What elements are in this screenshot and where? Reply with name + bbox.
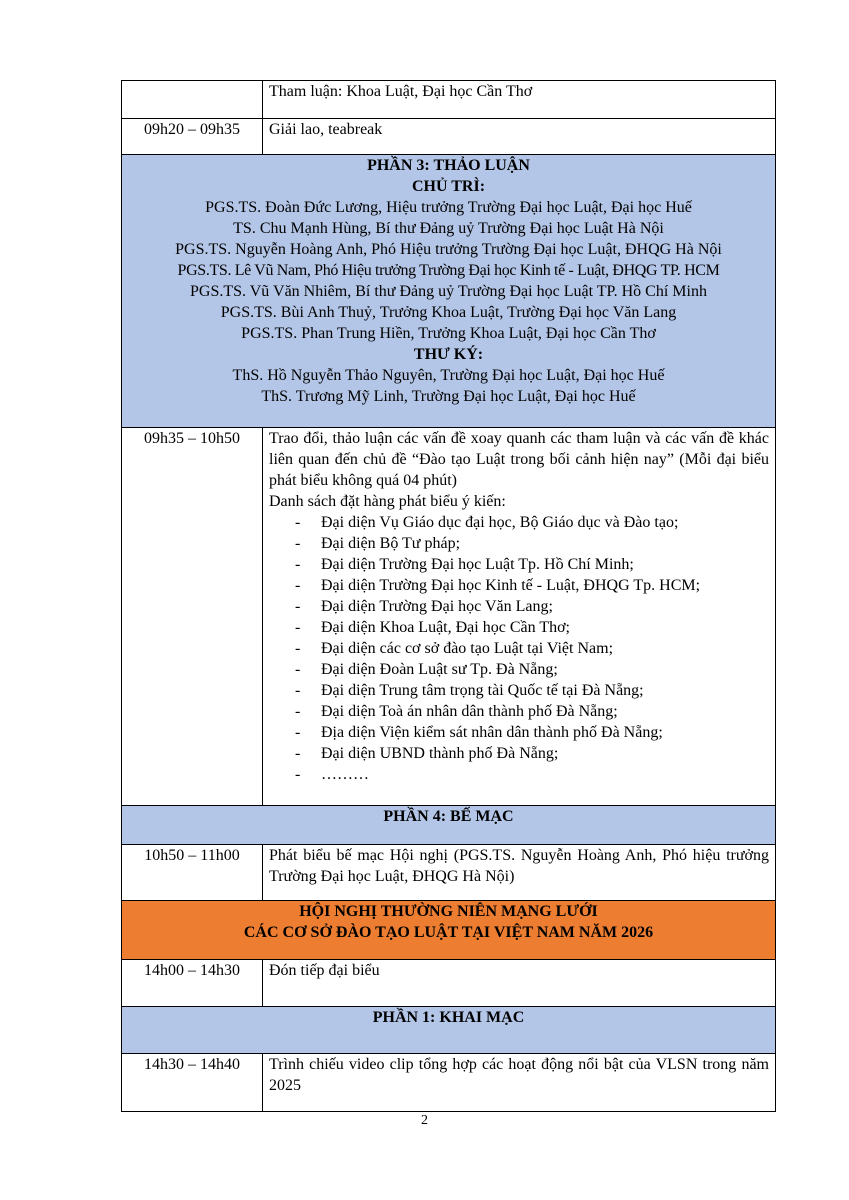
time-cell: 09h35 – 10h50 [122,428,263,806]
time-cell: 09h20 – 09h35 [122,119,263,155]
part3-cell [122,155,776,428]
chair-name: PGS.TS. Vũ Văn Nhiêm, Bí thư Đảng uỷ Trường Đại học Luật TP. Hồ Chí Minh [190,283,707,300]
page-number: 2 [421,1113,428,1128]
discussion-cell [263,428,776,806]
time-cell: 10h50 – 11h00 [122,845,263,901]
table-row [122,428,776,806]
conference-title [122,901,776,960]
list-item: - Đại diện Trung tâm trọng tài Quốc tế tại Đà Nẵng; [269,680,769,701]
list-item: - Đại diện Bộ Tư pháp; [269,533,769,554]
chair-name: PGS.TS. Bùi Anh Thuỷ, Trưởng Khoa Luật, Trường Đại học Văn Lang [220,304,677,321]
discussion-intro: Trao đổi, thảo luận các vấn đề xoay quanh các tham luận và các vấn đề khác liên quan đến chủ đề “Đào tạo Luật trong bối cảnh hiện nay” (Mỗi đại biểu phát biểu không quá 04 phút) [269,430,769,489]
table-row [122,81,776,119]
part4-title: PHẦN 4: BẾ MẠC [122,806,776,845]
chair-name: PGS.TS. Nguyễn Hoàng Anh, Phó Hiệu trưởng Trường Đại học Luật, ĐHQG Hà Nội [175,241,722,258]
list-item: - ……… [269,764,769,785]
speaker-list [269,512,769,785]
table-row [122,119,776,155]
chair-name: PGS.TS. Đoàn Đức Lương, Hiệu trưởng Trường Đại học Luật, Đại học Huế [205,199,692,216]
agenda-table [121,80,776,1112]
list-item: - Đại diện UBND thành phố Đà Nẵng; [269,743,769,764]
list-item: - Đại diện Trường Đại học Kinh tế - Luật, ĐHQG Tp. HCM; [269,575,769,596]
activity-cell: Đón tiếp đại biểu [263,960,776,1007]
conference-title-line: CÁC CƠ SỞ ĐÀO TẠO LUẬT TẠI VIỆT NAM NĂM 2026 [243,924,654,941]
table-row [122,960,776,1007]
chair-name: PGS.TS. Phan Trung Hiền, Trưởng Khoa Luật, Đại học Cần Thơ [241,325,656,342]
list-item: - Đại diện Vụ Giáo dục đại học, Bộ Giáo dục và Đào tạo; [269,512,769,533]
secretary-heading: THƯ KÝ: [413,346,484,363]
list-item: - Đại diện Đoàn Luật sư Tp. Đà Nẵng; [269,659,769,680]
activity-cell: Giải lao, teabreak [263,119,776,155]
chair-name: PGS.TS. Lê Vũ Nam, Phó Hiệu trưởng Trường Đại học Kinh tế - Luật, ĐHQG TP. HCM [177,262,720,279]
conference-title-line: HỘI NGHỊ THƯỜNG NIÊN MẠNG LƯỚI [299,903,598,920]
speaker-list-heading: Danh sách đặt hàng phát biểu ý kiến: [269,493,506,510]
secretary-name: ThS. Hồ Nguyễn Thảo Nguyên, Trường Đại học Luật, Đại học Huế [232,367,665,384]
list-item: - Đại diện Trường Đại học Luật Tp. Hồ Chí Minh; [269,554,769,575]
section-band-part3 [122,155,776,428]
list-item: - Địa diện Viện kiểm sát nhân dân thành phố Đà Nẵng; [269,722,769,743]
secretary-name: ThS. Trương Mỹ Linh, Trường Đại học Luật, Đại học Huế [261,388,636,405]
list-item: - Đại diện Khoa Luật, Đại học Cần Thơ; [269,617,769,638]
part1-title: PHẦN 1: KHAI MẠC [122,1007,776,1054]
part3-title: PHẦN 3: THẢO LUẬN [367,157,530,174]
time-cell [122,81,263,119]
chair-heading: CHỦ TRÌ: [411,178,486,195]
list-item: - Đại diện các cơ sở đào tạo Luật tại Việt Nam; [269,638,769,659]
chair-name: TS. Chu Mạnh Hùng, Bí thư Đảng uỷ Trường Đại học Luật Hà Nội [233,220,664,237]
list-item: - Đại diện Toà án nhân dân thành phố Đà Nẵng; [269,701,769,722]
activity-cell: Trình chiếu video clip tổng hợp các hoạt động nổi bật của VLSN trong năm 2025 [263,1054,776,1112]
section-band-part1 [122,1007,776,1054]
list-item: - Đại diện Trường Đại học Văn Lang; [269,596,769,617]
conference-banner [122,901,776,960]
activity-cell: Tham luận: Khoa Luật, Đại học Cần Thơ [263,81,776,119]
section-band-part4 [122,806,776,845]
activity-cell: Phát biểu bế mạc Hội nghị (PGS.TS. Nguyễn Hoàng Anh, Phó hiệu trưởng Trường Đại học Luật, ĐHQG Hà Nội) [263,845,776,901]
time-cell: 14h30 – 14h40 [122,1054,263,1112]
time-cell: 14h00 – 14h30 [122,960,263,1007]
table-row [122,1054,776,1112]
table-row [122,845,776,901]
